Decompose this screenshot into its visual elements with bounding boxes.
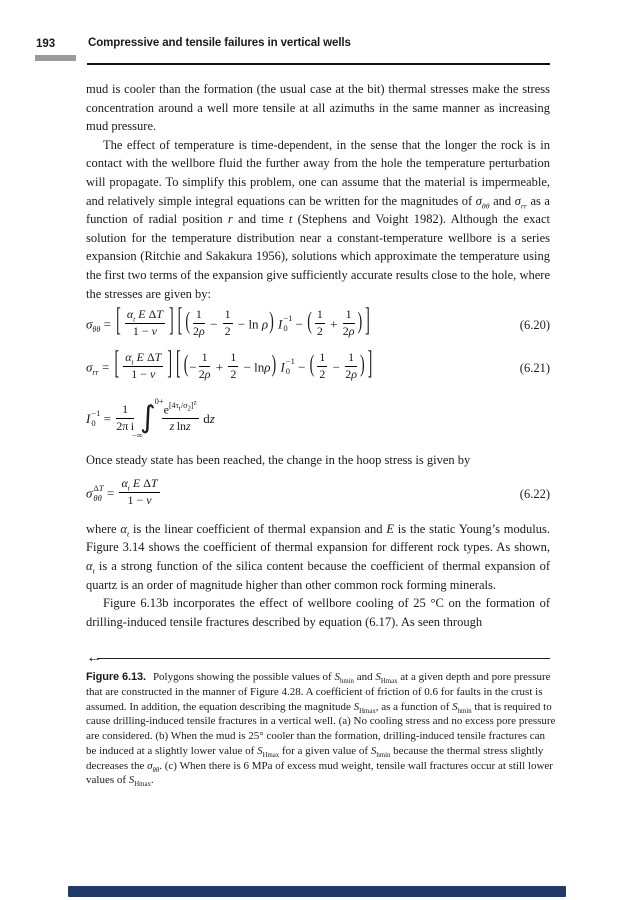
- equation-6-22: [86, 471, 550, 519]
- figure-caption-label: Figure 6.13.: [86, 671, 146, 684]
- figure-caption: [86, 670, 558, 788]
- page-number: 193: [36, 38, 56, 50]
- equation-integral-body: I −1 0 = $\frac{1}{\text{2π i}}$ 0+ ∫ −∞ $\frac{e^{[4\tau_t/\sigma_2]z}}{\text{z lnz}}$ dz: [86, 395, 215, 440]
- running-header-title: Compressive and tensile failures in vertical wells: [88, 37, 351, 49]
- equation-6-20-body: $\sigma_{\theta\theta}$ = [ $\frac{\alpha_t E \Delta T}{1 - \nu}$ ] [ ( $\frac{1}{2\rho}$ − $\frac{1}{2}$ − ln ρ) I −1 0 − ( $\frac{1}{2}$ + $\frac{1}{2\rho}$ ) ]: [86, 304, 370, 340]
- paragraph-figure-613b: Figure 6.13b incorporates the effect of wellbore cooling of 25 °C on the formation of drilling-induced tensile fractures described by equation (6.17). As seen through: [86, 596, 550, 629]
- figure-caption-text: Polygons showing the possible values of $S_{hmin}$ and $S_{Hmax}$ at a given depth and pore pressure that are constructed in the manner of Figure 4.28. A coefficient of friction of 0.6 for faults in the crust is assumed. In addition, the equation describing the magnitude $S_{Hmax}$, as a function of $S_{hmin}$ that is required to cause drilling-induced tensile fractures in a vertical well. (a) No cooling stress and no excess pore pressure are considered. (b) When the mud is 25° cooler than the formation, drilling-induced tensile fractures can be induced at a slightly lower value of $S_{Hmax}$ for a given value of $S_{hmin}$ because the thermal stress slightly decreases the $\sigma_{\theta\theta}$. (c) When there is 6 MPa of excess mud weight, tensile wall fractures occur at still lower values of $S_{Hmax}$.: [86, 671, 556, 789]
- paragraph-steady-state: Once steady state has been reached, the change in the hoop stress is given by: [86, 453, 471, 468]
- left-arrow-icon: ←: [86, 649, 102, 667]
- equation-6-22-number: (6.22): [519, 487, 550, 502]
- arrow-tail-line: [97, 658, 550, 659]
- paragraph-temperature-effect: The effect of temperature is time-dependent, in the sense that the longer the rock is in contact with the wellbore fluid the further away from the hole the temperature perturbation will propagate. To simplify this problem, one can assume that the material is impermeable, and relatively simple integral equations can be written for the magnitudes of $\sigma_{\theta\theta}$ and $\sigma_{rr}$ as a function of radial position r and time t (Stephens and Voight 1982). Although the exact solution for the temperature distribution near a constant-temperature wellbore is a series expansion (Ritchie and Sakakura 1956), solutions which approximate the temperature using the first two terms of the expansion give sufficiently accurate results close to the hole, where the stresses are given by:: [86, 137, 550, 301]
- page-number-underline-bar: [35, 55, 76, 61]
- equation-6-20: [86, 304, 550, 346]
- equation-6-21: [86, 347, 550, 389]
- header-rule: [87, 63, 550, 65]
- page-content: [86, 80, 556, 789]
- equation-6-20-number: (6.20): [519, 317, 550, 332]
- paragraph-thermal-expansion: where $\alpha_t$ is the linear coefficient of thermal expansion and E is the static Young’s modulus. Figure 3.14 shows the coefficient of thermal expansion for different rock types. As shown, $\alpha_t$ is a strong function of the silica content because the coefficient of thermal expansion of quartz is an order of magnitude higher than other common rock forming minerals.: [86, 521, 550, 592]
- paragraph-continuation: mud is cooler than the formation (the usual case at the bit) thermal stresses make the stress concentration around a well more tensile at all azimuths in the same manner as increasing mud pressure.: [86, 82, 550, 134]
- equation-integral: [86, 390, 550, 450]
- equation-6-21-body: $\sigma_{rr}$ = [ $\frac{\alpha_t E \Delta T}{1 - \nu}$ ] [ (− $\frac{1}{2\rho}$ + $\frac{1}{2}$ − lnρ) I −1 0 − ( $\frac{1}{2}$ − $\frac{1}{2\rho}$ ) ]: [86, 347, 373, 383]
- equation-6-22-body: σ ΔT θθ = $\frac{\alpha_t E \Delta T}{1 - \nu}$: [86, 476, 158, 508]
- figure-pointer-rule: [86, 651, 550, 665]
- equation-6-21-number: (6.21): [519, 360, 550, 375]
- bottom-position-bar: [68, 886, 566, 897]
